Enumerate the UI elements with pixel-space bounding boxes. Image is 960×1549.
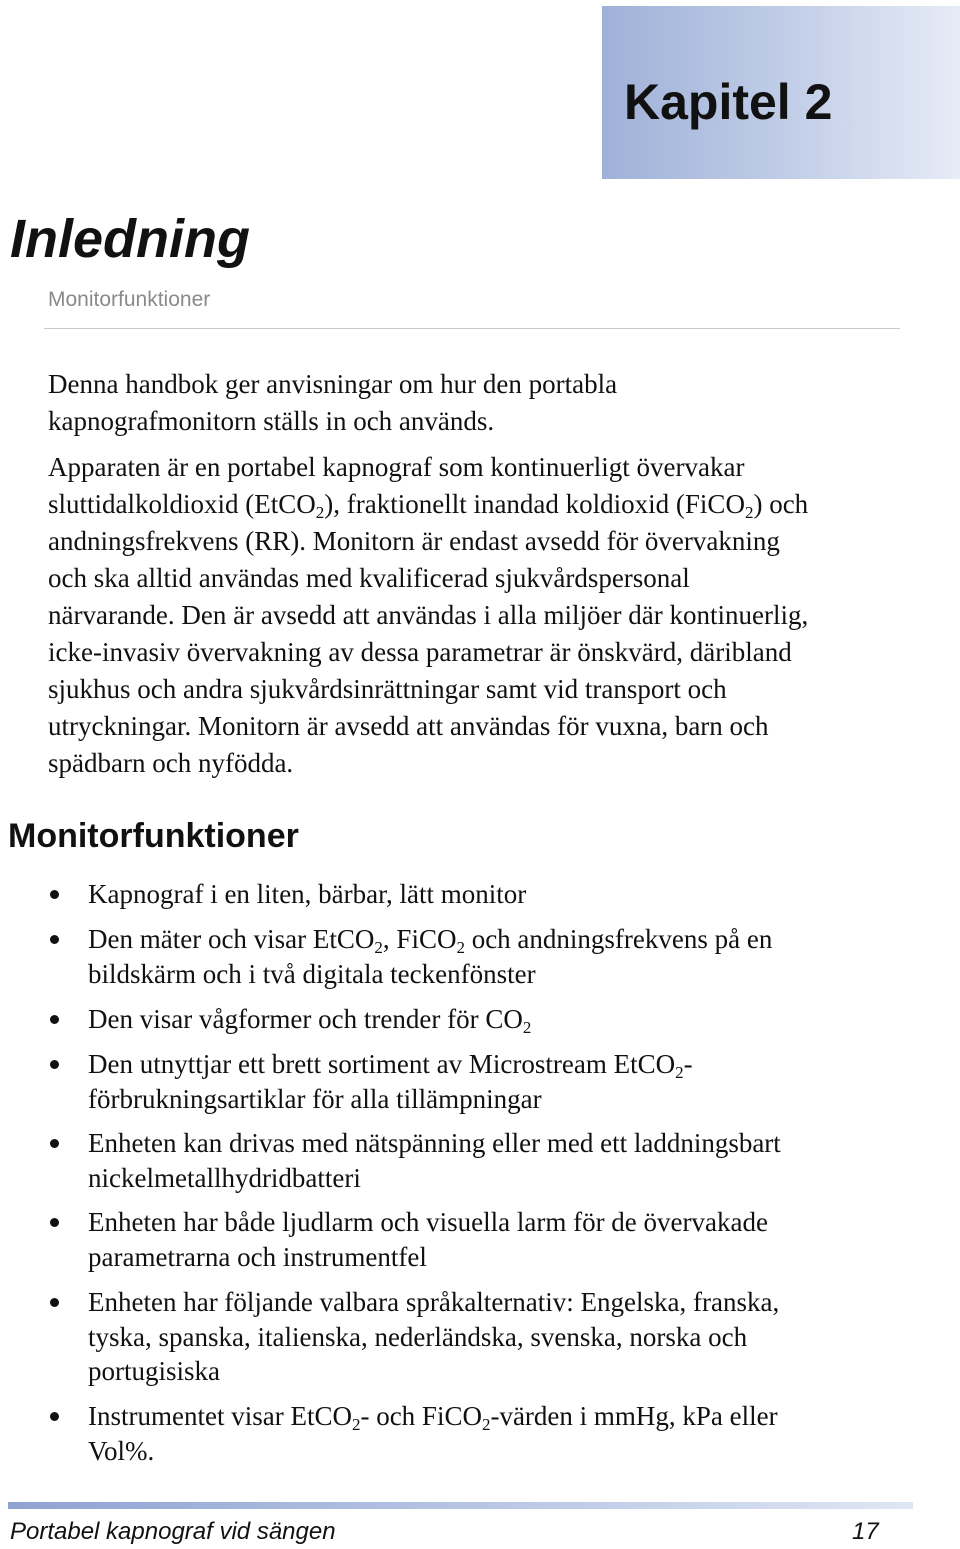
paragraph-line	[48, 486, 928, 523]
list-item-text: Enheten har följande valbara språkalternativ: Engelska, franska,	[88, 1287, 780, 1317]
text-segment: , FiCO	[382, 924, 457, 954]
list-item-text	[88, 1002, 908, 1037]
intro-line: kapnografmonitorn ställs in och används.	[48, 406, 495, 436]
list-item	[88, 1205, 908, 1274]
text-segment: Den visar vågformer och trender för CO	[88, 1004, 523, 1034]
list-item-text: portugisiska	[88, 1356, 220, 1386]
text-segment: ), fraktionellt inandad koldioxid (FiCO	[324, 489, 745, 519]
chapter-label: Kapitel 2	[624, 74, 833, 130]
list-item-text: Kapnograf i en liten, bärbar, lätt monitor	[88, 879, 527, 909]
intro-paragraph	[48, 366, 918, 440]
text-segment: Den utnyttjar ett brett sortiment av Microstream EtCO	[88, 1049, 676, 1079]
subscript: 2	[675, 1063, 684, 1082]
list-item	[88, 877, 908, 912]
paragraph-line: sjukhus och andra sjukvårdsinrättningar samt vid transport och	[48, 674, 727, 704]
subscript: 2	[744, 503, 754, 522]
list-item	[88, 922, 908, 991]
text-segment: Instrumentet visar EtCO	[88, 1401, 352, 1431]
list-item	[88, 1047, 908, 1116]
subscript: 2	[374, 938, 383, 957]
page-title: Inledning	[10, 209, 250, 269]
list-item-text: parametrarna och instrumentfel	[88, 1241, 427, 1272]
list-item-text	[88, 1047, 908, 1082]
paragraph-line: Apparaten är en portabel kapnograf som kontinuerligt övervakar	[48, 452, 745, 482]
list-item-text: Vol%.	[88, 1435, 155, 1466]
list-item	[88, 1126, 908, 1195]
bullet-icon	[50, 890, 59, 899]
section-title: Monitorfunktioner	[8, 817, 299, 855]
subscript: 2	[351, 1415, 361, 1434]
text-segment: Den mäter och visar EtCO	[88, 924, 375, 954]
intro-line: Denna handbok ger anvisningar om hur den portabla	[48, 369, 618, 399]
page-number: 17	[852, 1518, 879, 1545]
subscript: 2	[481, 1415, 491, 1434]
list-item-text: förbrukningsartiklar för alla tillämpningar	[88, 1083, 542, 1114]
bullet-icon	[50, 1298, 59, 1307]
bullet-icon	[50, 1412, 59, 1421]
subscript: 2	[522, 1018, 532, 1037]
bullet-icon	[50, 935, 59, 944]
list-item-text	[88, 922, 908, 957]
list-item	[88, 1285, 908, 1389]
text-segment: -värden i mmHg, kPa eller	[490, 1401, 778, 1431]
footer-title: Portabel kapnograf vid sängen	[10, 1518, 336, 1545]
list-item-text: tyska, spanska, italienska, nederländska, svenska, norska och	[88, 1321, 748, 1352]
list-item	[88, 1002, 908, 1037]
text-segment: sluttidalkoldioxid (EtCO	[48, 489, 316, 519]
paragraph-line: utryckningar. Monitorn är avsedd att användas för vuxna, barn och	[48, 711, 769, 741]
paragraph-line: andningsfrekvens (RR). Monitorn är endast avsedd för övervakning	[48, 526, 780, 556]
paragraph-line: närvarande. Den är avsedd att användas i alla miljöer där kontinuerlig,	[48, 600, 809, 630]
footer-rule	[8, 1502, 913, 1509]
description-paragraph	[48, 449, 928, 782]
bullet-icon	[50, 1060, 59, 1069]
list-item-text	[88, 1399, 908, 1434]
toc-link-monitorfunktioner[interactable]: Monitorfunktioner	[48, 288, 211, 311]
text-segment: - och FiCO	[360, 1401, 482, 1431]
list-item-text: nickelmetallhydridbatteri	[88, 1162, 361, 1193]
text-segment: -	[683, 1049, 693, 1079]
subscript: 2	[456, 938, 465, 957]
bullet-icon	[50, 1015, 59, 1024]
paragraph-line: icke-invasiv övervakning av dessa parametrar är önskvärd, däribland	[48, 637, 792, 667]
bullet-icon	[50, 1139, 59, 1148]
paragraph-line: och ska alltid användas med kvalificerad sjukvårdspersonal	[48, 563, 690, 593]
toc-divider	[44, 328, 900, 329]
paragraph-line: spädbarn och nyfödda.	[48, 748, 294, 778]
list-item-text: Enheten kan drivas med nätspänning eller med ett laddningsbart	[88, 1128, 781, 1158]
bullet-icon	[50, 1218, 59, 1227]
text-segment: och andningsfrekvens på en	[464, 924, 773, 954]
subscript: 2	[315, 503, 325, 522]
text-segment: ) och	[753, 489, 809, 519]
list-item-text: bildskärm och i två digitala teckenfönster	[88, 958, 536, 989]
list-item	[88, 1399, 908, 1468]
list-item-text: Enheten har både ljudlarm och visuella larm för de övervakade	[88, 1207, 768, 1237]
